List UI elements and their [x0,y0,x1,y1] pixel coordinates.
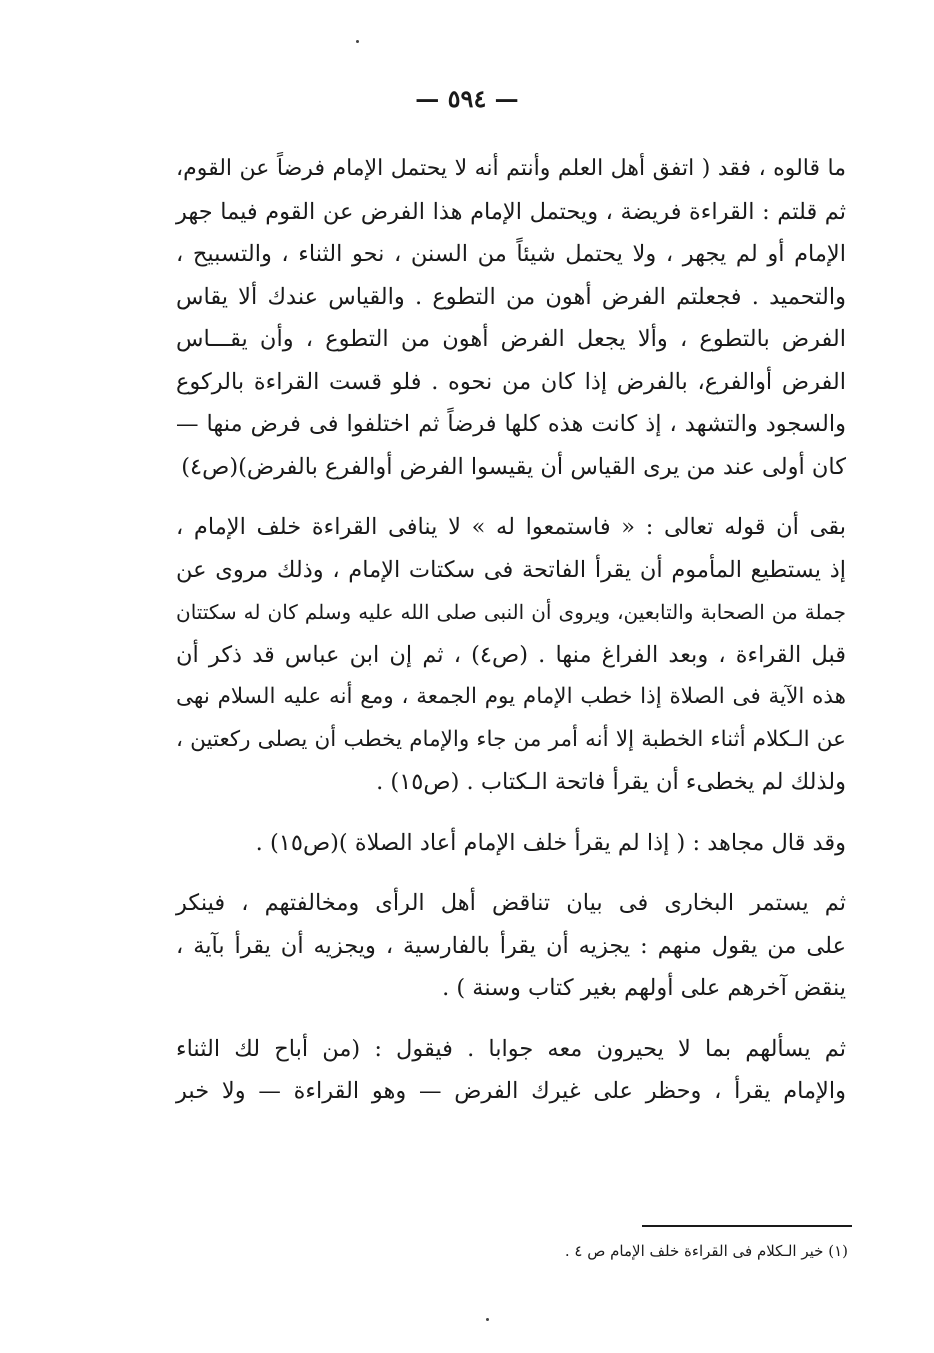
text-line: الفرض بالتطوع ، وألا يجعل الفرض أهون من التطوع ، وأن يقـــاس [176,326,846,352]
text-line: على من يقول منهم : يجزيه أن يقرأ بالفارسية ، ويجزيه أن يقرأ بآية ، [176,932,846,959]
text-line: وقد قال مجاهد : ( إذا لم يقرأ خلف الإمام أعاد الصلاة )(ص١٥) . [255,829,846,856]
text-line: والسجود والتشهد ، إذ كانت هذه كلها فرضاً ثم اختلفوا فى فرض منها — [176,411,846,437]
text-line: الفرض أوالفرع، بالفرض إذا كان من نحوه . فلو قست القراءة بالركوع [176,368,846,395]
text-line: والتحميد . فجعلتم الفرض أهون من التطوع . والقياس عندك ألا يقاس [176,283,846,310]
footnote: (١) خير الـكلام فى القراءة خلف الإمام ص ٤ . [564,1242,848,1260]
paragraph-4 [176,882,846,1010]
text-line: ثم يسألهم بما لا يحيرون معه جوابا . فيقول : (من أباح لك الثناء [176,1035,846,1062]
paragraph-3 [176,822,846,865]
text-line: ما قالوه ، فقد ( اتفق أهل العلم وأنتم أنه لا يحتمل الإمام فرضاً عن القوم، [176,156,846,181]
paragraph-5 [176,1028,846,1113]
text-line: والإمام يقرأ ، وحظر على غيرك الفرض — وهو القراءة — ولا خبر [176,1078,846,1104]
text-line: إذ يستطيع المأموم أن يقرأ الفاتحة فى سكتات الإمام ، وذلك مروى عن [176,556,846,583]
text-line: الإمام أو لم يجهر ، ولا يحتمل شيئاً من السنن ، نحو الثناء ، والتسبيح ، [176,241,846,267]
page-number: — ٥٩٤ — [415,84,519,113]
scan-speck [486,1318,489,1321]
paragraph-2 [176,506,846,804]
text-line: ثم قلتم : القراءة فريضة ، ويحتمل الإمام هذا الفرض عن القوم فيما جهر [176,198,846,225]
text-line: هذه الآية فى الصلاة إذا خطب الإمام يوم الجمعة ، ومع أنه عليه السلام نهى [176,684,846,709]
text-line: ينقض آخرهم على أولهم بغير كتاب وسنة ) . [442,975,846,1001]
text-line: عن الـكلام أثناء الخطبة إلا أنه أمر من جاء والإمام يخطب أن يصلى ركعتين ، [176,726,846,752]
footnote-divider [642,1225,852,1227]
body-text [176,148,846,1131]
text-line: ثم يستمر البخارى فى بيان تناقض أهل الرأى ومخالفتهم ، فينكر [176,890,846,916]
scan-speck [356,40,359,43]
text-line: كان أولى عند من يرى القياس أن يقيسوا الفرض أوالفرع بالفرض)(ص٤) [181,453,846,480]
text-line: ولذلك لم يخطىء أن يقرأ فاتحة الـكتاب . (ص١٥) . [376,769,846,795]
paragraph-1 [176,148,846,488]
text-line: جملة من الصحابة والتابعين، ويروى أن النبى صلى الله عليه وسلم كان له سكتتان [176,600,846,624]
text-line: قبل القراءة ، وبعد الفراغ منها . (ص٤) ، ثم إن ابن عباس قد ذكر أن [176,641,847,668]
text-line: بقى أن قوله تعالى : « فاستمعوا له » لا ينافى القراءة خلف الإمام ، [176,514,846,540]
